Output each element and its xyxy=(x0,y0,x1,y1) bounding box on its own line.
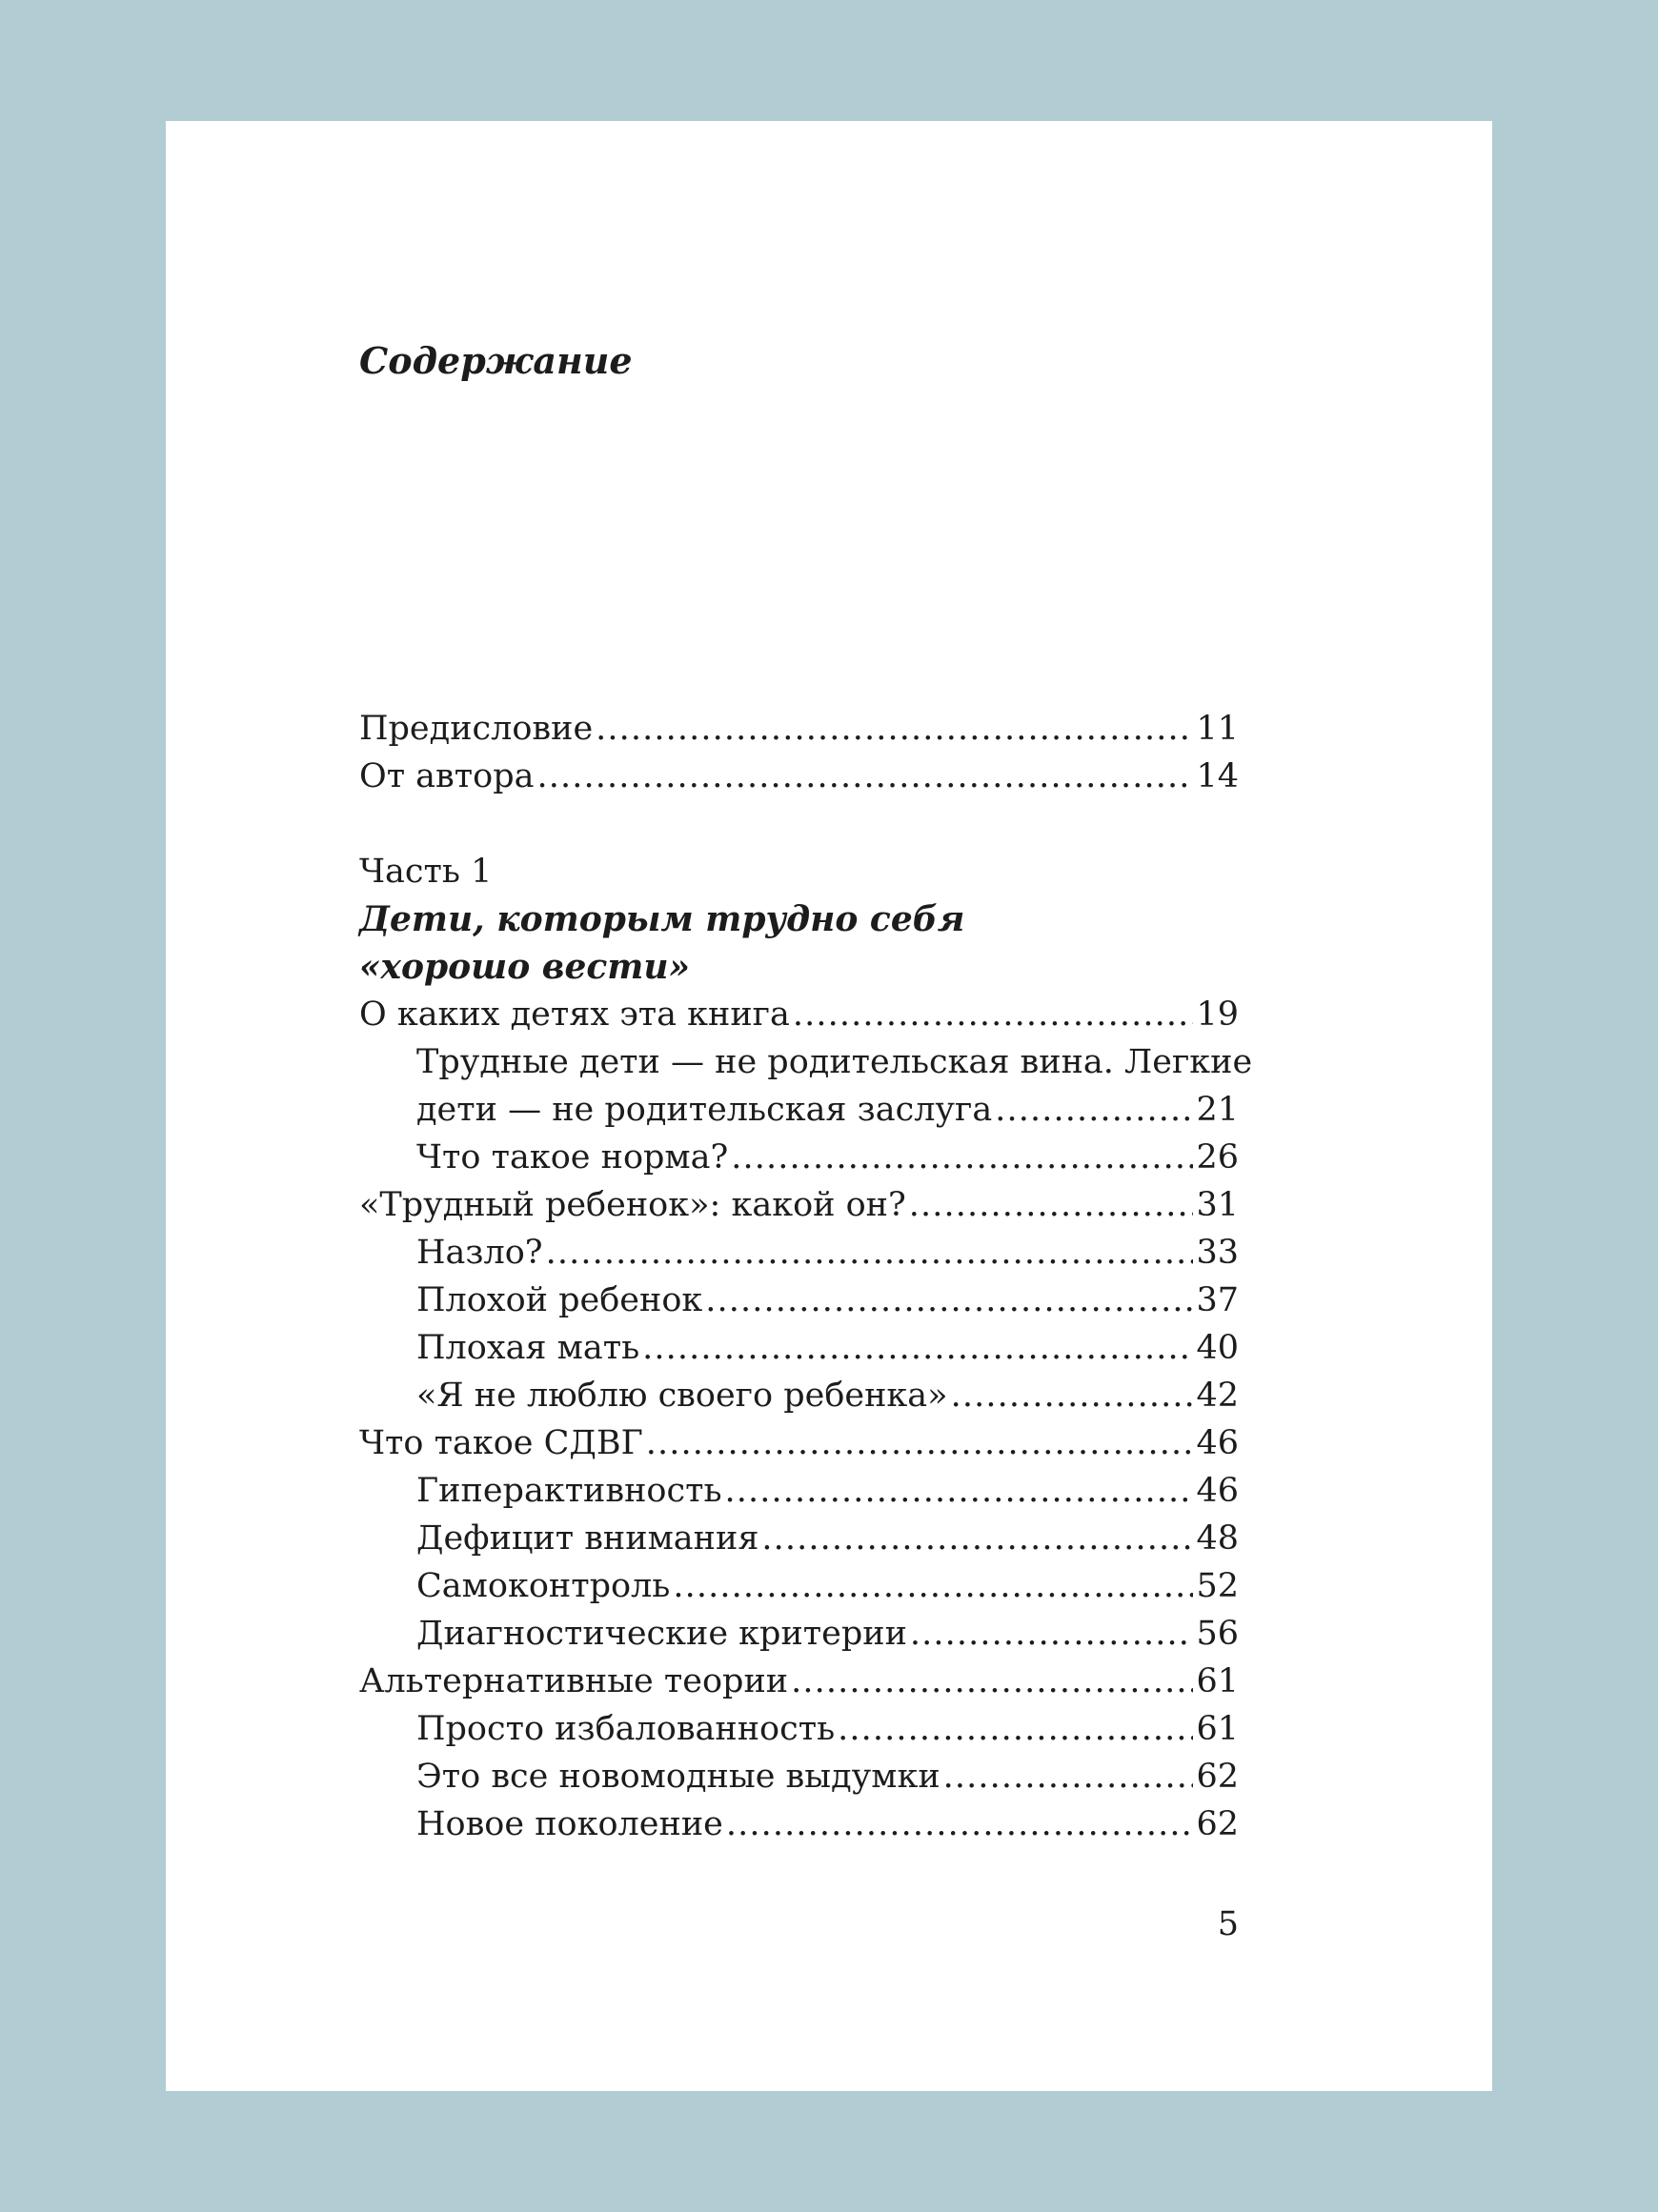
dot-leader xyxy=(909,1181,1194,1229)
toc-subentry[interactable] xyxy=(416,1324,1239,1372)
toc-entry-label: Что такое норма? xyxy=(416,1138,729,1176)
dot-leader xyxy=(951,1372,1194,1419)
part-title-line-1: Дети, которым трудно себя xyxy=(359,899,965,939)
toc-subentry[interactable] xyxy=(416,1562,1239,1610)
toc-entry-label: Гиперактивность xyxy=(416,1472,722,1510)
toc-entry-label: Это все новомодные выдумки xyxy=(416,1758,940,1796)
dot-leader xyxy=(761,1515,1193,1562)
dot-leader xyxy=(596,705,1193,753)
dot-leader xyxy=(642,1324,1193,1372)
toc-entry-page: 61 xyxy=(1196,1710,1239,1748)
toc-entry[interactable] xyxy=(359,991,1239,1038)
dot-leader xyxy=(646,1419,1194,1467)
part-title-line-2: «хорошо вести» xyxy=(359,947,691,987)
toc-entry-label: Новое поколение xyxy=(416,1805,723,1843)
dot-leader xyxy=(726,1800,1194,1848)
toc-entry-page: 61 xyxy=(1196,1662,1239,1700)
toc-entry-label: Альтернативные теории xyxy=(359,1662,789,1700)
toc-entry-page: 48 xyxy=(1196,1519,1239,1558)
toc-entry-page: 62 xyxy=(1196,1758,1239,1796)
toc-entry-label: Назло? xyxy=(416,1234,543,1272)
dot-leader xyxy=(725,1467,1194,1515)
toc-entry-label: Просто избалованность xyxy=(416,1710,836,1748)
page-number: 5 xyxy=(1217,1905,1239,1943)
toc-entry-label: О каких детях эта книга xyxy=(359,995,790,1034)
toc-entry-label: Плохая мать xyxy=(416,1329,640,1367)
toc-entry-page: 37 xyxy=(1196,1281,1239,1319)
dot-leader xyxy=(536,753,1193,800)
toc-entry-label: Предисловие xyxy=(359,710,594,748)
toc-entry-label: Дефицит внимания xyxy=(416,1519,759,1558)
toc-subentry[interactable] xyxy=(416,1229,1239,1277)
toc-entry-label: Самоконтроль xyxy=(416,1567,671,1605)
part-label: Часть 1 xyxy=(359,853,493,891)
toc-subentry[interactable] xyxy=(416,1467,1239,1515)
toc-entry-page: 26 xyxy=(1196,1138,1239,1176)
toc-title: Содержание xyxy=(359,339,633,382)
dot-leader xyxy=(791,1658,1193,1705)
toc-subentry-label-line-1[interactable]: Трудные дети — не родительская вина. Легкие xyxy=(416,1043,1253,1081)
toc-entry-label: дети — не родительская заслуга xyxy=(416,1091,993,1129)
toc-subentry[interactable] xyxy=(416,1277,1239,1324)
toc-entry[interactable] xyxy=(359,1419,1239,1467)
toc-entry-page: 42 xyxy=(1196,1377,1239,1415)
toc-subentry[interactable] xyxy=(416,1372,1239,1419)
toc-entry-label: «Трудный ребенок»: какой он? xyxy=(359,1186,906,1224)
toc-subentry[interactable] xyxy=(416,1753,1239,1800)
toc-entry-page: 52 xyxy=(1196,1567,1239,1605)
toc-entry-page: 11 xyxy=(1196,710,1239,748)
toc-entry-page: 14 xyxy=(1196,757,1239,795)
toc-entry-page: 19 xyxy=(1196,995,1239,1034)
dot-leader xyxy=(731,1134,1193,1181)
toc-entry-label: Плохой ребенок xyxy=(416,1281,703,1319)
dot-leader xyxy=(673,1562,1193,1610)
dot-leader xyxy=(705,1277,1193,1324)
toc-entry-page: 62 xyxy=(1196,1805,1239,1843)
toc-subentry[interactable] xyxy=(416,1610,1239,1658)
toc-entry-page: 46 xyxy=(1196,1472,1239,1510)
toc-subentry[interactable] xyxy=(416,1800,1239,1848)
dot-leader xyxy=(793,991,1194,1038)
toc-entry[interactable] xyxy=(359,1658,1239,1705)
toc-subentry[interactable] xyxy=(416,1086,1239,1134)
toc-entry-page: 56 xyxy=(1196,1615,1239,1653)
toc-subentry[interactable] xyxy=(416,1134,1239,1181)
toc-subentry[interactable] xyxy=(416,1705,1239,1753)
dot-leader xyxy=(910,1610,1194,1658)
dot-leader xyxy=(838,1705,1193,1753)
toc-entry-label: Диагностические критерии xyxy=(416,1615,907,1653)
dot-leader xyxy=(995,1086,1193,1134)
toc-entry-page: 40 xyxy=(1196,1329,1239,1367)
toc-entry-from-author[interactable] xyxy=(359,753,1239,800)
toc-entry-preface[interactable] xyxy=(359,705,1239,753)
book-page xyxy=(166,121,1492,2091)
toc-entry[interactable] xyxy=(359,1181,1239,1229)
toc-entry-label: От автора xyxy=(359,757,535,795)
dot-leader xyxy=(943,1753,1194,1800)
toc-entry-page: 46 xyxy=(1196,1424,1239,1462)
dot-leader xyxy=(546,1229,1194,1277)
toc-entry-page: 31 xyxy=(1196,1186,1239,1224)
toc-subentry[interactable] xyxy=(416,1515,1239,1562)
toc-entry-page: 21 xyxy=(1196,1091,1239,1129)
toc-entry-label: «Я не люблю своего ребенка» xyxy=(416,1377,948,1415)
toc-entry-label: Что такое СДВГ xyxy=(359,1424,643,1462)
toc-entry-page: 33 xyxy=(1196,1234,1239,1272)
